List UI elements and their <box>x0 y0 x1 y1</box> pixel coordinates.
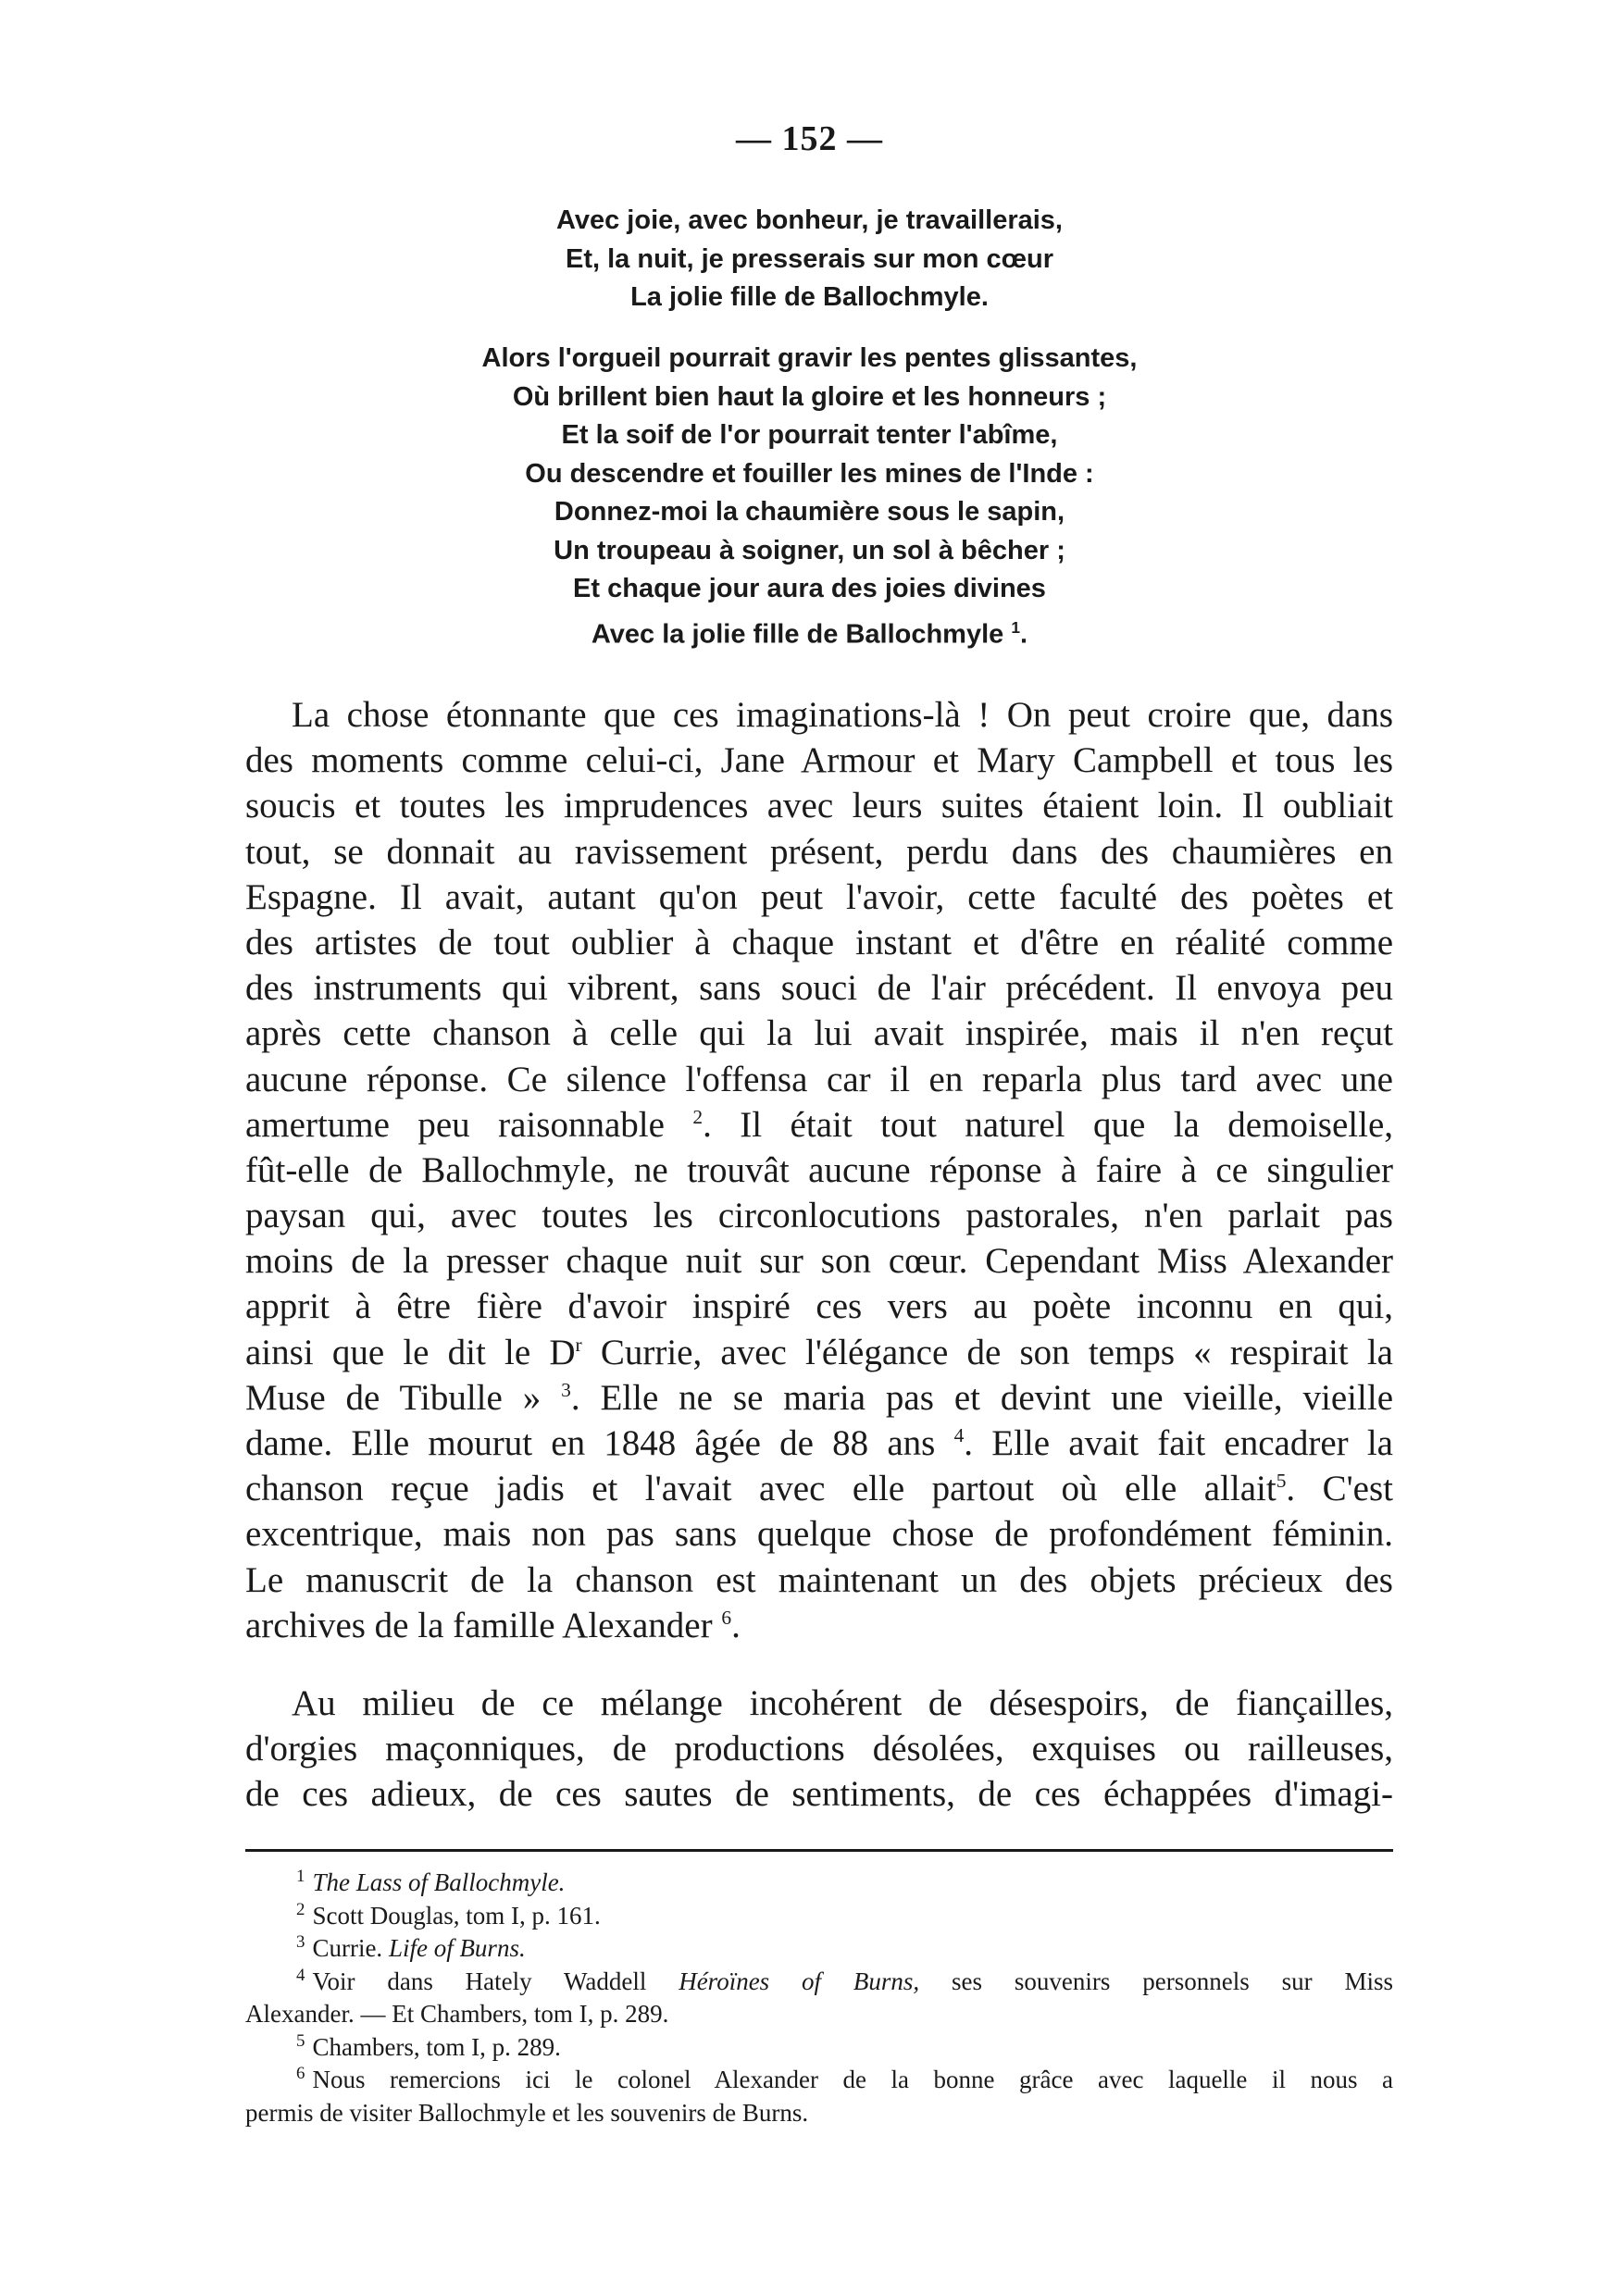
text-line: Espagne. Il avait, autant qu'on peut l'avoir, cette faculté des poètes et <box>245 876 1393 917</box>
footnote-1 <box>245 1867 1393 1900</box>
text-line: après cette chanson à celle qui la lui avait inspirée, mais il n'en reçut <box>245 1013 1393 1054</box>
footnote-6-continued: permis de visiter Ballochmyle et les souvenirs de Burns. <box>245 2098 809 2127</box>
text-line: Le manuscrit de la chanson est maintenant un des objets précieux des <box>245 1559 1393 1600</box>
text-segment: . C'est <box>1286 1469 1393 1509</box>
footnote-number: 1 <box>296 1867 305 1886</box>
footnote-number: 2 <box>296 1899 305 1919</box>
footnote-ref: 1 <box>1011 617 1021 637</box>
text-line: excentrique, mais non pas sans quelque chose de profondément féminin. <box>245 1514 1393 1555</box>
footnote-ref: 4 <box>953 1424 965 1446</box>
poem-line: Alors l'orgueil pourrait gravir les pentes glissantes, <box>481 343 1138 373</box>
footnote-ref: 3 <box>561 1378 571 1401</box>
page-number: — 152 — <box>736 119 883 158</box>
poem-line: Avec la jolie fille de Ballochmyle $^1$. <box>591 617 1028 650</box>
text-segment: . Il était tout naturel que la demoiselle, <box>703 1104 1394 1145</box>
paragraph-2 <box>245 1681 1393 1818</box>
text-line: aucune réponse. Ce silence l'offensa car il en reparla plus tard avec une <box>245 1059 1393 1099</box>
text-line <box>245 1603 1393 1648</box>
poem-line: Ou descendre et fouiller les mines de l'Inde : <box>525 458 1094 489</box>
text-line: tout, se donnait au ravissement présent, perdu dans des chaumières en <box>245 831 1393 872</box>
footnote-text: Voir dans Hately Waddell <box>312 1967 679 1995</box>
text-line: des moments comme celui-ci, Jane Armour et Mary Campbell et tous les <box>245 740 1393 781</box>
text-line: des artistes de tout oublier à chaque instant et d'être en réalité comme <box>245 922 1393 962</box>
text-line: paysan qui, avec toutes les circonlocutions pastorales, n'en parlait pas <box>245 1196 1393 1236</box>
text-segment: Currie, avec l'élégance de son temps « respirait la <box>581 1332 1393 1372</box>
poem-line: Et la soif de l'or pourrait tenter l'abîme, <box>561 420 1058 450</box>
footnote-number: 6 <box>296 2064 305 2083</box>
footnote-title: The Lass of Ballochmyle. <box>312 1868 566 1896</box>
text-line <box>245 1421 1393 1466</box>
poem-stanza-2 <box>0 340 1619 654</box>
text-segment: dame. Elle mourut en 1848 âgée de 88 ans <box>245 1423 936 1463</box>
footnote-3 <box>245 1932 1393 1966</box>
poem-line: Donnez-moi la chaumière sous le sapin, <box>554 497 1065 527</box>
footnote-text: Currie. <box>312 1934 389 1962</box>
footnote-text: Nous remercions ici le colonel Alexander de la bonne grâce avec laquelle il nous a <box>312 2066 1393 2093</box>
text-line <box>245 1466 1393 1511</box>
text-line: moins de la presser chaque nuit sur son cœur. Cependant Miss Alexander <box>245 1241 1393 1282</box>
poem-line: Avec joie, avec bonheur, je travaillerais, <box>556 205 1063 235</box>
footnote-title: Life of Burns. <box>388 1934 526 1962</box>
footnote-2 <box>245 1900 1393 1933</box>
footnote-divider <box>245 1849 1393 1852</box>
text-line: apprit à être fière d'avoir inspiré ces vers au poète inconnu en qui, <box>245 1286 1393 1327</box>
footnote-number: 5 <box>296 2030 305 2051</box>
text-line: La chose étonnante que ces imaginations-là ! On peut croire que, dans <box>292 695 1393 735</box>
footnote-text: Chambers, tom I, p. 289. <box>312 2032 561 2061</box>
text-line: de ces adieux, de ces sautes de sentiments, de ces échappées d'imagi- <box>245 1774 1393 1815</box>
text-line <box>245 1375 1393 1421</box>
poem-line: Et, la nuit, je presserais sur mon cœur <box>566 243 1053 274</box>
poem-stanza-1 <box>0 202 1619 317</box>
text-line <box>245 1102 1393 1148</box>
text-segment: . Elle ne se maria pas et devint une vieille, vieille <box>570 1377 1393 1418</box>
poem-line: La jolie fille de Ballochmyle. <box>630 282 989 312</box>
footnote-4 <box>245 1966 1393 1999</box>
poem-line: Un troupeau à soigner, un sol à bêcher ; <box>554 535 1065 565</box>
footnote-number: 4 <box>296 1965 305 1985</box>
poem-line: Et chaque jour aura des joies divines <box>573 574 1046 603</box>
text-segment: ainsi que le dit le D <box>245 1332 576 1372</box>
footnote-ref: 5 <box>1276 1470 1287 1493</box>
text-segment: . Elle avait fait encadrer la <box>964 1423 1393 1463</box>
footnote-6 <box>245 2064 1393 2097</box>
text-line: d'orgies maçonniques, de productions désolées, exquises ou railleuses, <box>245 1729 1393 1769</box>
text-segment: chanson reçue jadis et l'avait avec elle partout où elle allait <box>245 1469 1277 1509</box>
poem-line-text: Avec la jolie fille de Ballochmyle <box>591 619 1004 650</box>
text-segment: archives de la famille Alexander <box>245 1605 713 1645</box>
text-segment: . <box>731 1605 741 1645</box>
text-segment: amertume peu raisonnable <box>245 1104 665 1145</box>
footnote-number: 3 <box>296 1932 305 1952</box>
footnote-text: Scott Douglas, tom I, p. 161. <box>312 1901 601 1930</box>
text-line: Au milieu de ce mélange incohérent de désespoirs, de fiançailles, <box>292 1683 1393 1723</box>
text-segment: Muse de Tibulle » <box>245 1377 542 1418</box>
text-line: soucis et toutes les imprudences avec leurs suites étaient loin. Il oubliait <box>245 786 1393 826</box>
footnote-text: ses souvenirs personnels sur Miss <box>919 1967 1393 1995</box>
text-line <box>245 1330 1393 1375</box>
text-line: des instruments qui vibrent, sans souci de l'air précédent. Il envoya peu <box>245 968 1393 1009</box>
footnote-title: Héroïnes of Burns, <box>679 1967 920 1995</box>
footnote-ref: 2 <box>692 1105 704 1128</box>
footnotes <box>245 1867 1393 2129</box>
footnote-5 <box>245 2031 1393 2065</box>
superscript: r <box>575 1333 582 1356</box>
footnote-4-continued: Alexander. — Et Chambers, tom I, p. 289. <box>245 2000 669 2028</box>
paragraph-1 <box>245 692 1393 1648</box>
poem-line: Où brillent bien haut la gloire et les honneurs ; <box>512 381 1107 412</box>
text-line: fût-elle de Ballochmyle, ne trouvât aucune réponse à faire à ce singulier <box>245 1149 1393 1190</box>
footnote-ref: 6 <box>721 1606 732 1629</box>
